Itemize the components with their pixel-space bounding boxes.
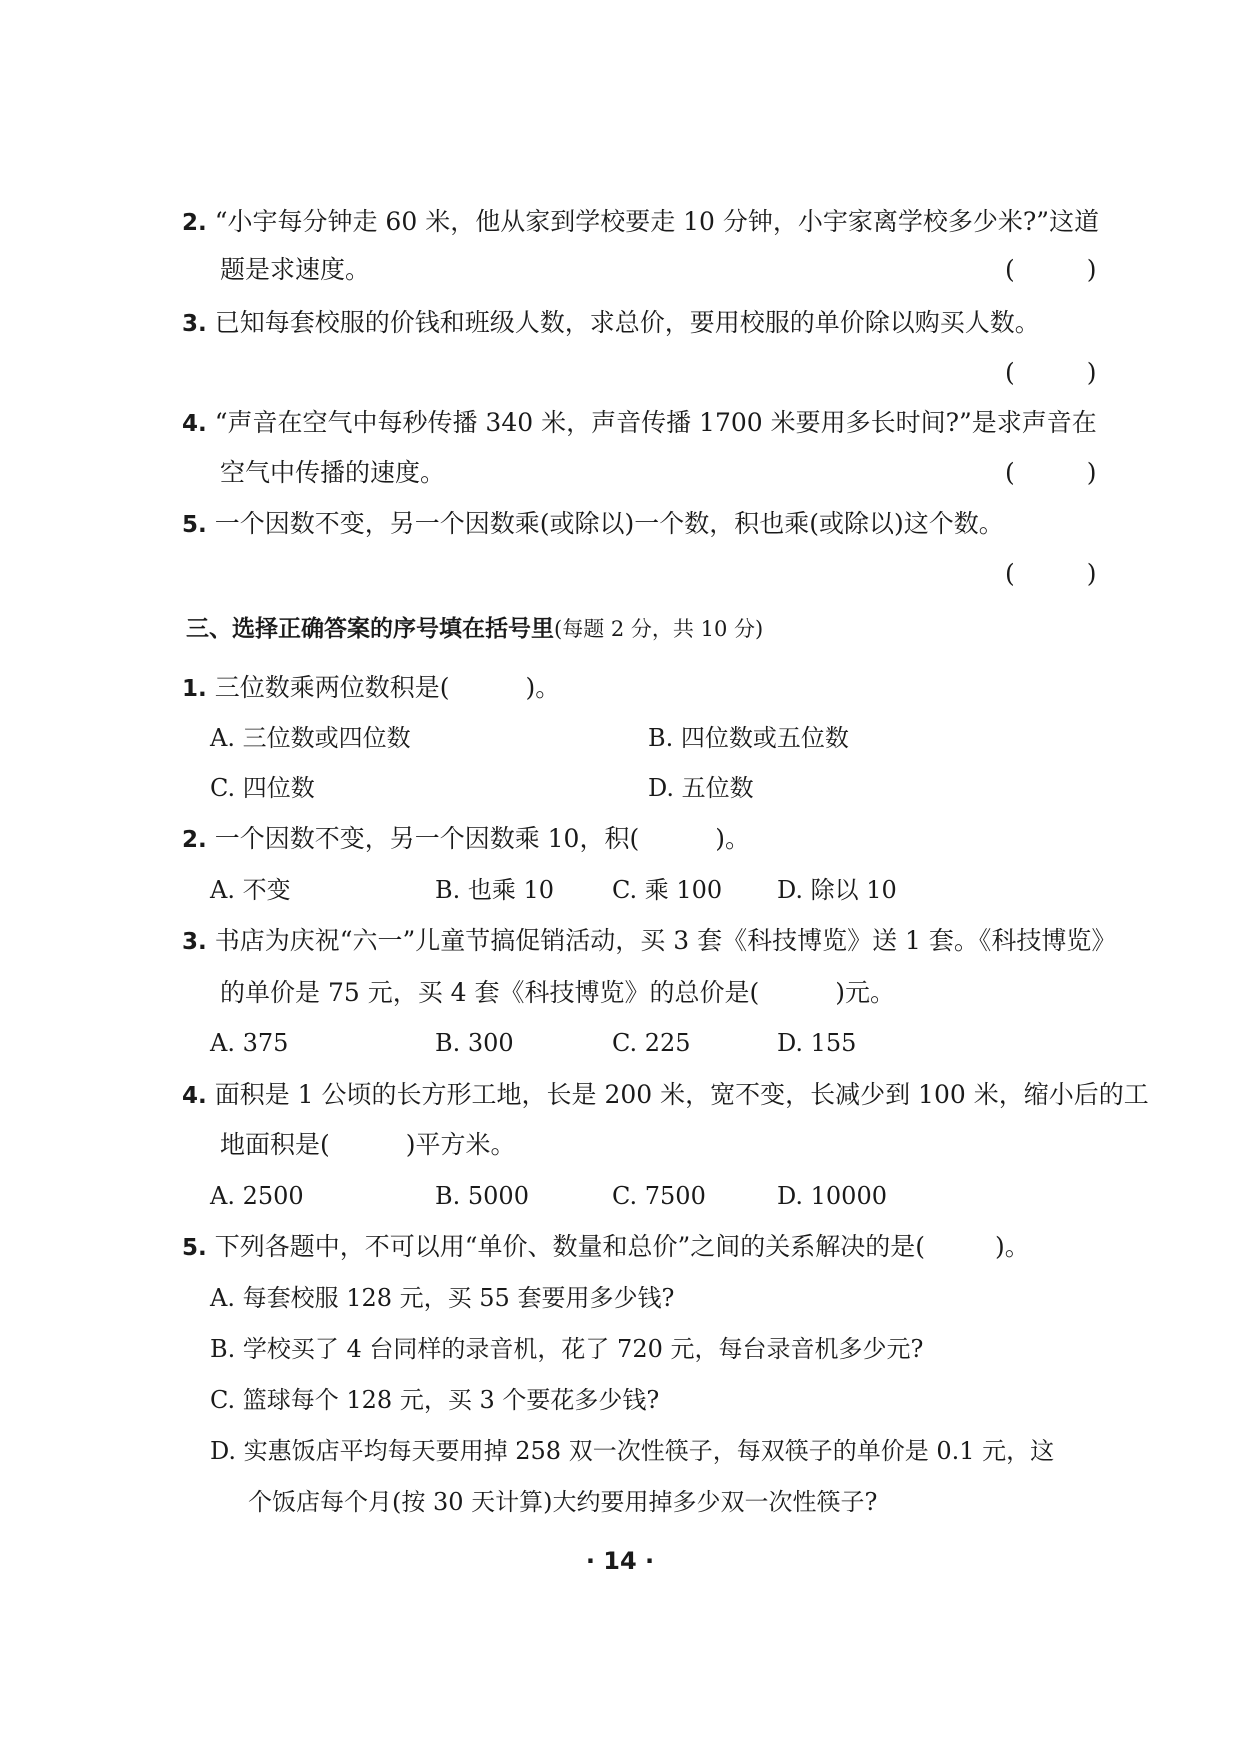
mc-q4-option-c[interactable]: C. 7500: [612, 1182, 706, 1210]
question-text-tail: )。: [525, 673, 561, 702]
paren-close: ): [1086, 255, 1097, 284]
mc-q2-option-d[interactable]: D. 除以 10: [777, 876, 897, 904]
answer-parentheses[interactable]: [1005, 356, 1097, 390]
mc-q3-option-c[interactable]: C. 225: [612, 1029, 691, 1057]
mc-q4-stem-line2: [220, 1128, 516, 1162]
question-number: 5.: [182, 1235, 207, 1261]
question-number: 5.: [182, 512, 207, 538]
section-score-note: (每题 2 分，共 10 分): [554, 617, 764, 641]
page-number: · 14 ·: [585, 1547, 655, 1575]
mc-q4-option-d[interactable]: D. 10000: [777, 1182, 887, 1210]
mc-q3-option-a[interactable]: A. 375: [210, 1029, 289, 1057]
section-title: [186, 612, 763, 646]
answer-parentheses[interactable]: [1005, 253, 1097, 287]
answer-parentheses[interactable]: [1005, 456, 1097, 490]
mc-q5-option-b[interactable]: B. 学校买了 4 台同样的录音机，花了 720 元，每台录音机多少元?: [210, 1335, 924, 1363]
paren-open: (: [1005, 255, 1015, 284]
q4-true-false-line1: [182, 406, 1097, 441]
answer-parentheses[interactable]: [1005, 557, 1097, 591]
mc-q1-option-b[interactable]: B. 四位数或五位数: [648, 724, 849, 752]
question-text-tail: )元。: [835, 978, 896, 1007]
mc-q2-option-a[interactable]: A. 不变: [210, 876, 291, 904]
mc-q1-stem: [182, 671, 560, 706]
question-number: 3.: [182, 311, 207, 337]
paren-open: (: [1005, 358, 1015, 387]
question-text: 的单价是 75 元，买 4 套《科技博览》的总价是(: [220, 978, 760, 1007]
mc-q3-option-d[interactable]: D. 155: [777, 1029, 857, 1057]
q2-true-false-line2: 题是求速度。: [220, 255, 371, 284]
question-text: 三位数乘两位数积是(: [214, 673, 450, 702]
mc-q1-option-a[interactable]: A. 三位数或四位数: [210, 724, 411, 752]
mc-q4-option-b[interactable]: B. 5000: [435, 1182, 529, 1210]
paren-close: ): [1086, 559, 1097, 588]
paren-open: (: [1005, 559, 1015, 588]
mc-q5-option-c[interactable]: C. 篮球每个 128 元，买 3 个要花多少钱?: [210, 1386, 660, 1414]
mc-q5-option-d-line2: 个饭店每个月(按 30 天计算)大约要用掉多少双一次性筷子?: [248, 1488, 878, 1516]
mc-q5-stem: [182, 1230, 1030, 1265]
q3-true-false-line1: [182, 306, 1040, 341]
question-text: “声音在空气中每秒传播 340 米，声音传播 1700 米要用多长时间?”是求声音在: [214, 408, 1097, 437]
question-text: 已知每套校服的价钱和班级人数，求总价，要用校服的单价除以购买人数。: [214, 308, 1040, 337]
question-number: 2.: [182, 210, 207, 236]
q4-true-false-line2: 空气中传播的速度。: [220, 458, 446, 487]
question-number: 4.: [182, 1083, 207, 1109]
question-text-tail: )。: [715, 824, 750, 853]
question-text: “小宇每分钟走 60 米，他从家到学校要走 10 分钟，小宇家离学校多少米?”这道: [214, 207, 1100, 236]
paren-close: ): [1086, 458, 1097, 487]
question-number: 4.: [182, 411, 207, 437]
question-number: 1.: [182, 676, 207, 702]
question-text-tail: )。: [995, 1232, 1030, 1261]
mc-q3-option-b[interactable]: B. 300: [435, 1029, 514, 1057]
question-text: 地面积是(: [220, 1130, 330, 1159]
mc-q2-option-c[interactable]: C. 乘 100: [612, 876, 723, 904]
q2-true-false-line1: [182, 205, 1099, 240]
mc-q1-option-d[interactable]: D. 五位数: [648, 774, 754, 802]
question-number: 2.: [182, 827, 207, 853]
question-text: 书店为庆祝“六一”儿童节搞促销活动，买 3 套《科技博览》送 1 套。《科技博览》: [214, 926, 1117, 955]
mc-q5-option-d[interactable]: D. 实惠饭店平均每天要用掉 258 双一次性筷子，每双筷子的单价是 0.1 元，这: [210, 1437, 1055, 1465]
q5-true-false-line1: [182, 507, 1004, 542]
mc-q5-option-a[interactable]: A. 每套校服 128 元，买 55 套要用多少钱?: [210, 1284, 675, 1312]
section-heading: 三、选择正确答案的序号填在括号里: [186, 616, 554, 642]
mc-q2-option-b[interactable]: B. 也乘 10: [435, 876, 555, 904]
question-text-tail: )平方米。: [405, 1130, 516, 1159]
mc-q3-stem-line2: [220, 976, 895, 1010]
paren-close: ): [1086, 358, 1097, 387]
question-text: 一个因数不变，另一个因数乘(或除以)一个数，积也乘(或除以)这个数。: [214, 509, 1004, 538]
question-text: 一个因数不变，另一个因数乘 10，积(: [214, 824, 640, 853]
mc-q1-option-c[interactable]: C. 四位数: [210, 774, 315, 802]
mc-q2-stem: [182, 822, 750, 857]
question-text: 下列各题中，不可以用“单价、数量和总价”之间的关系解决的是(: [214, 1232, 926, 1261]
question-text: 面积是 1 公顷的长方形工地，长是 200 米，宽不变，长减少到 100 米，缩小后的工: [214, 1080, 1149, 1109]
question-number: 3.: [182, 929, 207, 955]
paren-open: (: [1005, 458, 1015, 487]
mc-q4-stem-line1: [182, 1078, 1149, 1113]
mc-q3-stem-line1: [182, 924, 1116, 959]
mc-q4-option-a[interactable]: A. 2500: [210, 1182, 304, 1210]
